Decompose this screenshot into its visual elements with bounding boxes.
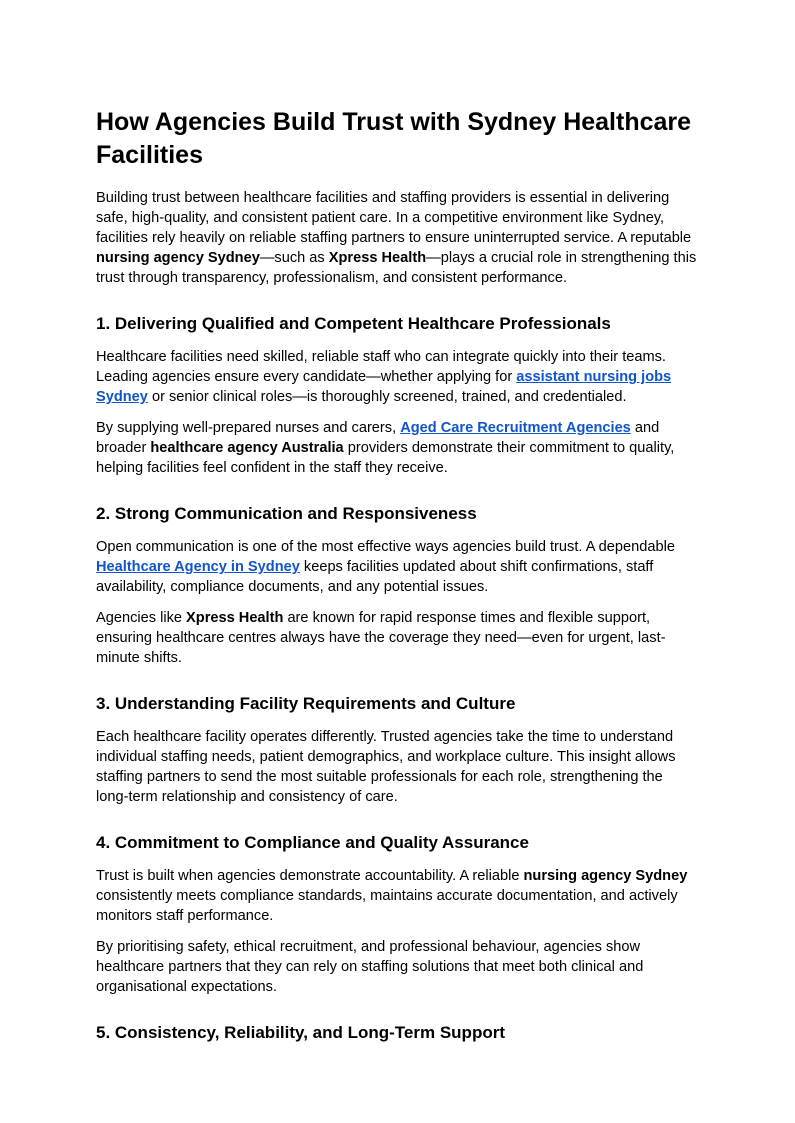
section-2-paragraph-1 <box>96 538 699 598</box>
bold-text-run: Xpress Health <box>186 609 284 626</box>
text-run: or senior clinical roles—is thoroughly screened, trained, and credentialed. <box>147 388 627 405</box>
inline-link[interactable]: Healthcare Agency in Sydney <box>96 559 300 575</box>
bold-text-run: healthcare agency Australia <box>150 439 344 456</box>
text-run: and broader <box>96 419 660 456</box>
text-run: providers demonstrate their commitment to quality, helping facilities feel confident in the staff they receive. <box>96 439 675 476</box>
document-body <box>96 106 699 1044</box>
text-run: Building trust between healthcare facilities and staffing providers is essential in delivering safe, high-quality, and consistent patient care. In a competitive environment like Sydney, facilities rely heavily on reliable staffing partners to ensure uninterrupted service. A reputable <box>96 190 692 246</box>
text-run: Healthcare facilities need skilled, reliable staff who can integrate quickly into their teams. Leading agencies ensure every candidate—whether applying for <box>96 349 666 385</box>
bold-text-run: Xpress Health <box>328 249 427 266</box>
text-run: Open communication is one of the most effective ways agencies build trust. A dependable <box>96 539 675 556</box>
text-run: By supplying well-prepared nurses and carers, <box>96 419 401 436</box>
inline-link[interactable]: Aged Care Recruitment Agencies <box>400 419 631 436</box>
section-4-paragraph-2 <box>96 938 699 998</box>
section-3-paragraph-1 <box>96 728 699 808</box>
bold-text-run: nursing agency Sydney <box>523 868 688 885</box>
bold-text-run: nursing agency Sydney <box>96 249 260 266</box>
text-run: Each healthcare facility operates differently. Trusted agencies take the time to understand individual staffing needs, patient demographics, and workplace culture. This insight allows staffing partners to send the most suitable professionals for each role, strengthening the long-term relationship and consistency of care. <box>96 729 676 805</box>
document-title: How Agencies Build Trust with Sydney Healthcare Facilities <box>96 108 692 169</box>
text-run: By prioritising safety, ethical recruitment, and professional behaviour, agencies show healthcare partners that they can rely on staffing solutions that meet both clinical and organisational expectations. <box>96 939 644 995</box>
text-run: —such as <box>259 249 329 266</box>
section-4-heading: 4. Commitment to Compliance and Quality Assurance <box>96 832 529 852</box>
section-3-heading: 3. Understanding Facility Requirements and Culture <box>96 693 516 713</box>
intro-paragraph <box>96 189 699 289</box>
section-2-paragraph-2 <box>96 609 699 669</box>
section-1-heading: 1. Delivering Qualified and Competent Healthcare Professionals <box>96 313 611 333</box>
section-4-paragraph-1 <box>96 867 699 927</box>
section-1-paragraph-1 <box>96 348 699 408</box>
section-2-heading: 2. Strong Communication and Responsiveness <box>96 503 477 523</box>
section-1-paragraph-2 <box>96 419 699 479</box>
text-run: Agencies like <box>96 609 187 626</box>
text-run: are known for rapid response times and flexible support, ensuring healthcare centres always have the coverage they need—even for urgent, last-minute shifts. <box>96 609 666 666</box>
text-run: Trust is built when agencies demonstrate accountability. A reliable <box>96 868 524 885</box>
text-run: consistently meets compliance standards, maintains accurate documentation, and actively monitors staff performance. <box>96 888 678 925</box>
section-5-heading: 5. Consistency, Reliability, and Long-Term Support <box>96 1022 505 1042</box>
inline-link[interactable]: assistant nursing jobs Sydney <box>96 369 672 405</box>
text-run: keeps facilities updated about shift confirmations, staff availability, compliance documents, and any potential issues. <box>96 559 654 595</box>
text-run: —plays a crucial role in strengthening this trust through transparency, professionalism, and consistent performance. <box>96 249 697 286</box>
